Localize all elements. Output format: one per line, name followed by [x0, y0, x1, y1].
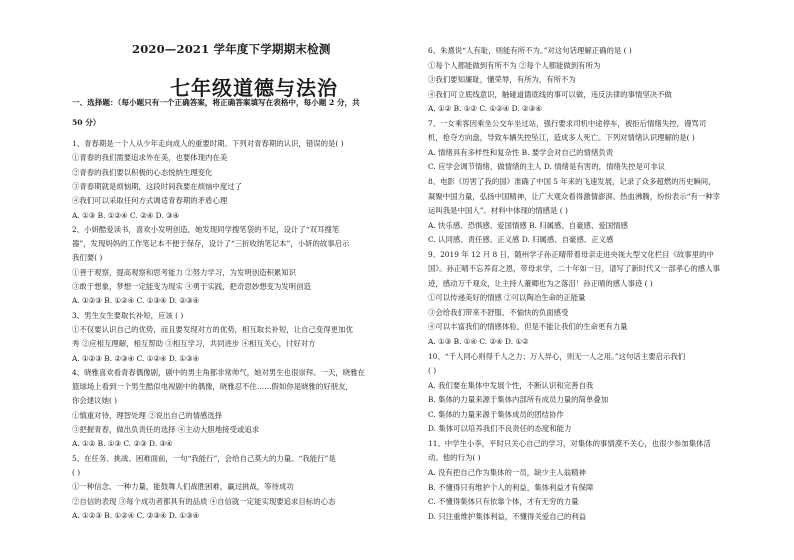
- section-heading-line2: 50 分）: [72, 118, 101, 127]
- left-question-line: 器”，发现妈妈的工作笔记本不便于保存，设计了“三折收纳笔记本”，小妍的故事启示: [72, 239, 350, 249]
- left-question-line: ①慎重对待，理智处理 ②说出自己的情感选择: [72, 410, 223, 420]
- right-question-line: A. 情绪具有多样性和复杂性 B. 要学会对自己的情绪负责: [428, 147, 614, 157]
- left-question-line: 1、青春期是一个人从少年走向成人的重要时期。下列对青春期的认识，错误的是( ): [72, 139, 344, 148]
- right-question-line: D. 集体可以培养我们不良责任的态度和能力: [428, 424, 572, 434]
- left-question-line: ①不仅要认识自己的优势，而且要发现对方的优势，相互取长补短，让自己变得更加优: [72, 324, 353, 334]
- section-heading-line1: 一、选择题：（每小题只有一个正确答案，将正确答案填写在表格中，每小题 2 分，共: [72, 98, 360, 107]
- left-question-line: A. ①② B. ①③ C. ②③ D. ③④: [72, 439, 173, 449]
- subject-title: 七年级道德与法治: [170, 76, 338, 100]
- left-question-line: ③青春期就是烦恼期，这段时间我要在烦恼中度过了: [72, 181, 242, 191]
- right-question-line: D. 只注重维护集体利益，不懂得关爱自己的利益: [428, 511, 587, 521]
- right-question-line: C. 集体的力量来源于集体成员的团结协作: [428, 409, 564, 419]
- left-question-line: A. ①②③ B. ②③④ C. ①②④ D. ①③④: [72, 353, 200, 363]
- right-question-line: 动。他的行为( ): [428, 453, 481, 463]
- right-question-line: ( ): [428, 366, 437, 376]
- left-question-line: ( ): [72, 467, 81, 477]
- left-question-line: ①善于观察，提高观察和思考能力 ②努力学习，为发明创造积累知识: [72, 267, 297, 277]
- right-question-line: 机，抢夺方向盘，导致车辆失控坠江，造成多人死亡。下列对情绪认识理解的是( ): [428, 133, 695, 143]
- right-question-line: 9、2019 年 12 月 8 日，随州学子孙正晴带着母亲走进央视大型文化栏目《故事里的中: [428, 249, 714, 259]
- right-question-line: 11、中学生小李，平时只关心自己的学习，对集体的事情漠不关心，也很少参加集体活: [428, 438, 711, 448]
- right-question-line: C. 应学会调节情绪，做情绪的主人 D. 情绪是有害的，情绪失控是可非议: [428, 162, 666, 172]
- left-question-line: 3、男生女生要取长补短，应该 ( ): [72, 310, 184, 320]
- right-question-line: 6、朱熹说“人有耻，则能有所不为。”对这句话理解正确的是 ( ): [428, 46, 632, 55]
- right-question-line: A. ①③ B. ①④ C. ②④ D. ①②: [428, 337, 529, 346]
- right-question-line: B. 集体的力量来源于集体内部所有成员力量的简单叠加: [428, 395, 609, 405]
- left-question-line: 秀 ②应相互理解，相互帮助 ③相互学习，共同进步 ④相互关心，讨好对方: [72, 339, 316, 349]
- right-question-line: A. ①② B. ①② C. ①②④ D. ②③④: [428, 104, 542, 114]
- left-question-line: A. ①②③ B. ①②④ C. ①③④ D. ②③④: [72, 296, 200, 306]
- left-question-line: ②青春的我们要以积极的心态悦纳生理变化: [72, 167, 213, 177]
- right-question-line: ①可以传递美好的情感 ②可以陶冶生命的正能量: [428, 293, 586, 303]
- right-question-line: 迹，感动万千观众，让主持人董卿也为之落泪！孙正晴的感人事迹 ( ): [428, 278, 653, 288]
- right-question-line: 运叫我是中国人”。材料中体现的情感是 ( ): [428, 206, 568, 216]
- left-question-line: ③把握青春，做出负责任的选择 ④主动大胆地接受或追求: [72, 425, 260, 434]
- right-question-line: 国》。孙正晴不忘养育之恩，带母求学，二十年如一日，谱写了新时代又一部孝心的感人事: [428, 264, 720, 274]
- right-question-line: ④我们可立底线意识，触碰道德底线的事可以做，违反法律的事情坚决不做: [428, 89, 672, 99]
- exam-title: 2020—2021 学年度下学期期末检测: [132, 42, 331, 56]
- left-question-line: ③敢于想象，梦想一定能变为现实 ④勇于实践，把奇思妙想变为发明创造: [72, 282, 311, 291]
- left-question-line: 2、小妍酷爱读书，喜欢小发明创造，她发现同学搜笔袋的不足，设计了“双耳搜笔: [72, 224, 340, 234]
- left-question-line: A. ①③ B. ①②④ C. ②④ D. ③④: [72, 210, 180, 220]
- right-question-line: ③会给我们带来不舒服、不愉快的负面感受: [428, 307, 569, 317]
- right-question-line: 10、“千人同心则得千人之力；万人异心，则无一人之用。”这句话主要启示我们: [428, 351, 686, 361]
- right-question-line: B. 不懂得只有维护个人的利益，集体利益才有保障: [428, 482, 594, 492]
- right-question-line: A. 我们要在集体中发展个性，不断认识和完善自我: [428, 380, 594, 390]
- right-question-line: ④可以丰富我们的情感体验，但是不能让我们的生命更有力量: [428, 322, 628, 332]
- left-question-line: ④我们可以采取任何方式调适青春期的矛盾心理: [72, 196, 228, 206]
- right-question-line: A. 没有把自己作为集体的一员，缺少主人翁精神: [428, 467, 586, 477]
- right-question-line: C. 认同感、责任感、正义感 D. 归属感、自豪感、正义感: [428, 235, 614, 245]
- right-question-line: ③我们要知廉耻，懂荣辱，有所为，有所不为: [428, 75, 576, 85]
- left-question-line: 篮球场上看到一个男生酷似电视剧中的偶像，晓雅忍不住……假如你是晓雅的好朋友，: [72, 382, 353, 392]
- right-question-line: C. 不懂得集体只有依靠个体，才有无穷的力量: [428, 497, 579, 507]
- left-question-line: 4、晓雅喜欢看青春偶像剧，剧中的男主角都非常帅气，她对男生也很崇拜。一天，晓雅在: [72, 367, 365, 377]
- left-question-line: ①一种信念、一种力量，能鼓舞人们战胜困难，赢过挑战，等待成功: [72, 482, 294, 492]
- left-question-line: ②自信的表现 ③每个成功者都具有的品质 ④自信就一定能实现要追求目标的心态: [72, 496, 336, 506]
- left-question-line: 5、在任务、挑战、困难面前，一句“我能行”，会给自己莫大的力量。“我能行”是: [72, 453, 336, 463]
- left-question-line: A. ①②③ B. ①②④ C. ②③④ D. ①③④: [72, 510, 200, 520]
- right-question-line: ①每个人都能做到有所不为 ②每个人都能做到有所为: [428, 60, 601, 70]
- right-question-line: 凝聚中国力量，弘扬中国精神，让广大观众看得激情澎湃、热血沸腾，纷纷表示“有一种幸: [428, 191, 721, 201]
- right-question-line: A. 快乐感、恐惧感、爱国情感 B. 归属感、自豪感、爱国情感: [428, 220, 628, 230]
- right-question-line: 8、电影《厉害了我的国》准确了中国 5 年来的飞速发展，记录了众多超燃的历史瞬间，: [428, 176, 716, 186]
- left-question-line: ①青春的我们需要追求外在美，也要体现内在美: [72, 153, 228, 163]
- left-question-line: 你会建议她( ): [72, 396, 118, 406]
- right-question-line: 7、一女乘客因乘坐公交车坐过站，强行要求司机中途停车，被拒后情绪失控，谩骂司: [428, 118, 707, 128]
- left-question-line: 我们要( ): [72, 253, 103, 263]
